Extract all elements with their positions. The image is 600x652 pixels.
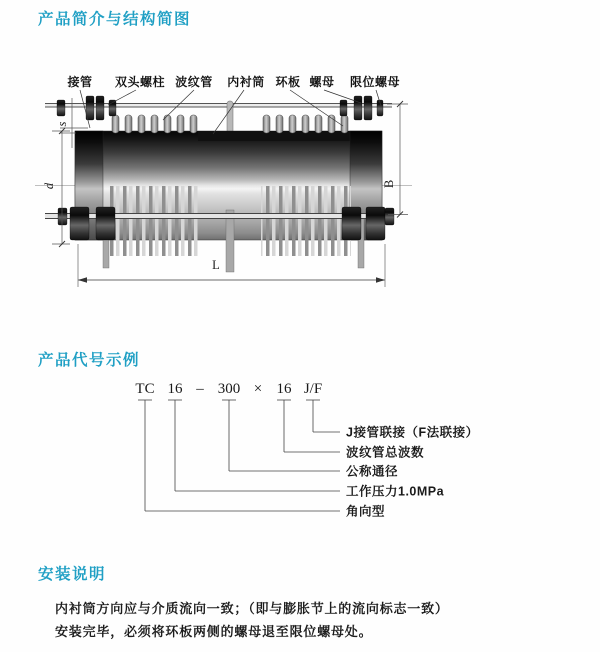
install-instructions (55, 598, 449, 643)
dim-d-label: d (42, 182, 56, 190)
label-huanban: 环板 (275, 75, 301, 89)
code-token-diameter: 300 (217, 381, 241, 397)
section-title-code: 产品代号示例 (38, 352, 141, 369)
dimension-d (42, 128, 70, 247)
label-jieguan: 接管 (67, 75, 93, 89)
code-callouts (346, 425, 479, 519)
product-code-diagram (100, 377, 540, 549)
dimension-B (382, 101, 408, 218)
bellows-stripes-right (261, 186, 351, 256)
callout-waves: 波纹管总波数 (346, 445, 425, 460)
bellows-convolutions-right (263, 115, 348, 133)
callout-type: 角向型 (346, 504, 386, 519)
code-token-waves: 16 (276, 381, 292, 397)
center-stud-top (227, 101, 233, 133)
bellows-stripes-left (110, 186, 200, 256)
dim-s-label: s (55, 121, 69, 127)
label-luomu: 螺母 (309, 75, 335, 89)
structure-diagram (30, 68, 450, 313)
label-bowenguan: 波纹管 (175, 75, 213, 89)
callout-diameter: 公称通径 (346, 464, 399, 479)
code-connector-lines (138, 400, 340, 511)
code-token-connection: J/F (303, 381, 323, 397)
callout-pressure: 工作压力1.0MPa (346, 484, 445, 499)
part-labels (66, 74, 400, 89)
section-title-intro: 产品简介与结构简图 (38, 11, 192, 28)
code-tokens (135, 381, 322, 397)
label-xianweiluomu: 限位螺母 (349, 75, 401, 89)
install-line-1: 内衬筒方向应与介质流向一致；（即与膨胀节上的流向标志一致） (55, 601, 449, 616)
label-neichentong: 内衬筒 (227, 75, 265, 89)
dim-L-label: L (212, 258, 220, 272)
section-title-install: 安装说明 (38, 566, 107, 583)
code-token-pressure: 16 (167, 381, 183, 397)
label-shuangtouluozhu: 双头螺柱 (114, 75, 166, 89)
callout-connection: J接管联接（F法联接） (346, 425, 479, 440)
dim-B-label: B (382, 179, 396, 189)
code-token-dash: – (196, 381, 204, 397)
install-line-2: 安装完毕，必须将环板两侧的螺母退至限位螺母处。 (55, 623, 373, 639)
code-token-type: TC (135, 381, 155, 397)
inner-liner-band (198, 131, 350, 141)
code-token-times: × (253, 381, 263, 397)
bellows-convolutions-left (112, 115, 197, 133)
